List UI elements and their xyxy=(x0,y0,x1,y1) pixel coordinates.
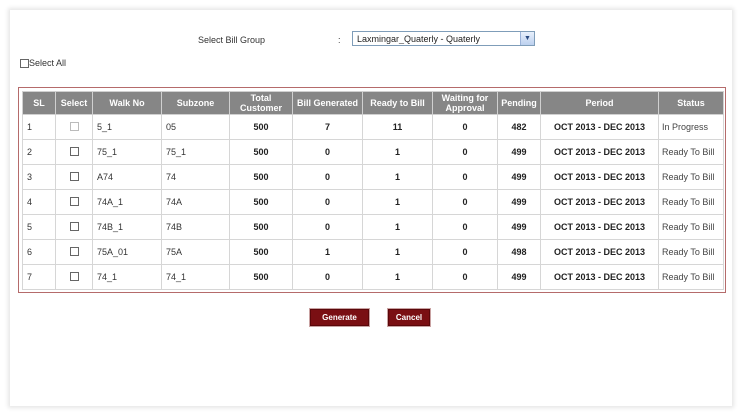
cell-total-customer: 500 xyxy=(230,265,293,290)
cell-walk-no: 75A_01 xyxy=(93,240,162,265)
cell-ready-to-bill: 1 xyxy=(363,265,433,290)
cell-walk-no: 5_1 xyxy=(93,115,162,140)
cell-pending: 499 xyxy=(498,140,541,165)
cell-ready-to-bill: 11 xyxy=(363,115,433,140)
table-row xyxy=(23,165,724,190)
cell-sl: 4 xyxy=(23,190,56,215)
cell-status: Ready To Bill xyxy=(659,190,724,215)
label-colon: : xyxy=(338,35,341,45)
header-walk-no: Walk No xyxy=(93,92,162,115)
table-row xyxy=(23,190,724,215)
cell-period: OCT 2013 - DEC 2013 xyxy=(541,190,659,215)
cell-select xyxy=(56,240,93,265)
cell-pending: 499 xyxy=(498,215,541,240)
cell-waiting-for-approval: 0 xyxy=(433,215,498,240)
cell-bill-generated: 0 xyxy=(293,165,363,190)
cell-period: OCT 2013 - DEC 2013 xyxy=(541,140,659,165)
chevron-down-icon[interactable]: ▼ xyxy=(520,32,534,45)
cell-total-customer: 500 xyxy=(230,190,293,215)
cell-select xyxy=(56,190,93,215)
cell-period: OCT 2013 - DEC 2013 xyxy=(541,115,659,140)
cell-waiting-for-approval: 0 xyxy=(433,190,498,215)
cell-sl: 2 xyxy=(23,140,56,165)
cell-waiting-for-approval: 0 xyxy=(433,165,498,190)
header-subzone: Subzone xyxy=(162,92,230,115)
header-status: Status xyxy=(659,92,724,115)
header-select: Select xyxy=(56,92,93,115)
table-row xyxy=(23,115,724,140)
header-ready-to-bill: Ready to Bill xyxy=(363,92,433,115)
cell-subzone: 74_1 xyxy=(162,265,230,290)
cell-status: Ready To Bill xyxy=(659,265,724,290)
cell-sl: 1 xyxy=(23,115,56,140)
cell-subzone: 74A xyxy=(162,190,230,215)
bill-group-label: Select Bill Group xyxy=(198,35,266,45)
cell-status: Ready To Bill xyxy=(659,140,724,165)
cell-status: Ready To Bill xyxy=(659,215,724,240)
select-all-label: Select All xyxy=(29,58,67,68)
select-all-control[interactable] xyxy=(20,58,66,68)
cell-waiting-for-approval: 0 xyxy=(433,140,498,165)
generate-button[interactable]: Generate xyxy=(310,309,369,326)
cell-status: Ready To Bill xyxy=(659,240,724,265)
cell-ready-to-bill: 1 xyxy=(363,190,433,215)
cell-walk-no: 74_1 xyxy=(93,265,162,290)
cell-walk-no: 74A_1 xyxy=(93,190,162,215)
cell-select xyxy=(56,165,93,190)
cell-waiting-for-approval: 0 xyxy=(433,115,498,140)
cell-bill-generated: 0 xyxy=(293,215,363,240)
cell-waiting-for-approval: 0 xyxy=(433,240,498,265)
cell-total-customer: 500 xyxy=(230,215,293,240)
cell-subzone: 75A xyxy=(162,240,230,265)
cell-pending: 499 xyxy=(498,165,541,190)
cell-period: OCT 2013 - DEC 2013 xyxy=(541,165,659,190)
cell-select xyxy=(56,265,93,290)
cell-ready-to-bill: 1 xyxy=(363,215,433,240)
table-row xyxy=(23,240,724,265)
cell-period: OCT 2013 - DEC 2013 xyxy=(541,265,659,290)
cell-subzone: 75_1 xyxy=(162,140,230,165)
cell-pending: 499 xyxy=(498,265,541,290)
walk-table xyxy=(22,91,724,290)
cell-ready-to-bill: 1 xyxy=(363,165,433,190)
header-total-customer: Total Customer xyxy=(230,92,293,115)
cancel-button[interactable]: Cancel xyxy=(388,309,430,326)
cell-total-customer: 500 xyxy=(230,115,293,140)
header-sl: SL xyxy=(23,92,56,115)
cell-subzone: 05 xyxy=(162,115,230,140)
cell-subzone: 74B xyxy=(162,215,230,240)
cell-pending: 499 xyxy=(498,190,541,215)
table-row xyxy=(23,215,724,240)
cell-period: OCT 2013 - DEC 2013 xyxy=(541,215,659,240)
row-checkbox[interactable] xyxy=(70,172,79,181)
cell-sl: 7 xyxy=(23,265,56,290)
cell-select xyxy=(56,215,93,240)
cell-select xyxy=(56,115,93,140)
cell-bill-generated: 0 xyxy=(293,190,363,215)
cell-total-customer: 500 xyxy=(230,165,293,190)
cell-walk-no: A74 xyxy=(93,165,162,190)
cell-period: OCT 2013 - DEC 2013 xyxy=(541,240,659,265)
cell-sl: 6 xyxy=(23,240,56,265)
cell-sl: 3 xyxy=(23,165,56,190)
header-period: Period xyxy=(541,92,659,115)
cell-bill-generated: 0 xyxy=(293,265,363,290)
cell-waiting-for-approval: 0 xyxy=(433,265,498,290)
table-row xyxy=(23,140,724,165)
row-checkbox[interactable] xyxy=(70,222,79,231)
cell-bill-generated: 0 xyxy=(293,140,363,165)
cell-bill-generated: 7 xyxy=(293,115,363,140)
cell-total-customer: 500 xyxy=(230,140,293,165)
cell-total-customer: 500 xyxy=(230,240,293,265)
select-all-checkbox[interactable] xyxy=(20,59,29,68)
cell-sl: 5 xyxy=(23,215,56,240)
cell-subzone: 74 xyxy=(162,165,230,190)
cell-ready-to-bill: 1 xyxy=(363,240,433,265)
table-header-row xyxy=(23,92,724,115)
cell-status: Ready To Bill xyxy=(659,165,724,190)
row-checkbox[interactable] xyxy=(70,247,79,256)
cell-pending: 498 xyxy=(498,240,541,265)
bill-group-selected-value: Laxmingar_Quaterly - Quaterly xyxy=(357,33,481,44)
cell-ready-to-bill: 1 xyxy=(363,140,433,165)
header-pending: Pending xyxy=(498,92,541,115)
row-checkbox[interactable] xyxy=(70,272,79,281)
cell-status: In Progress xyxy=(659,115,724,140)
header-bill-generated: Bill Generated xyxy=(293,92,363,115)
cell-select xyxy=(56,140,93,165)
cell-walk-no: 74B_1 xyxy=(93,215,162,240)
cell-pending: 482 xyxy=(498,115,541,140)
bill-group-select[interactable] xyxy=(352,31,535,46)
row-checkbox[interactable] xyxy=(70,147,79,156)
row-checkbox[interactable] xyxy=(70,122,79,131)
table-row xyxy=(23,265,724,290)
cell-walk-no: 75_1 xyxy=(93,140,162,165)
row-checkbox[interactable] xyxy=(70,197,79,206)
cell-bill-generated: 1 xyxy=(293,240,363,265)
header-waiting-for-approval: Waiting for Approval xyxy=(433,92,498,115)
walk-table-container xyxy=(18,87,726,293)
